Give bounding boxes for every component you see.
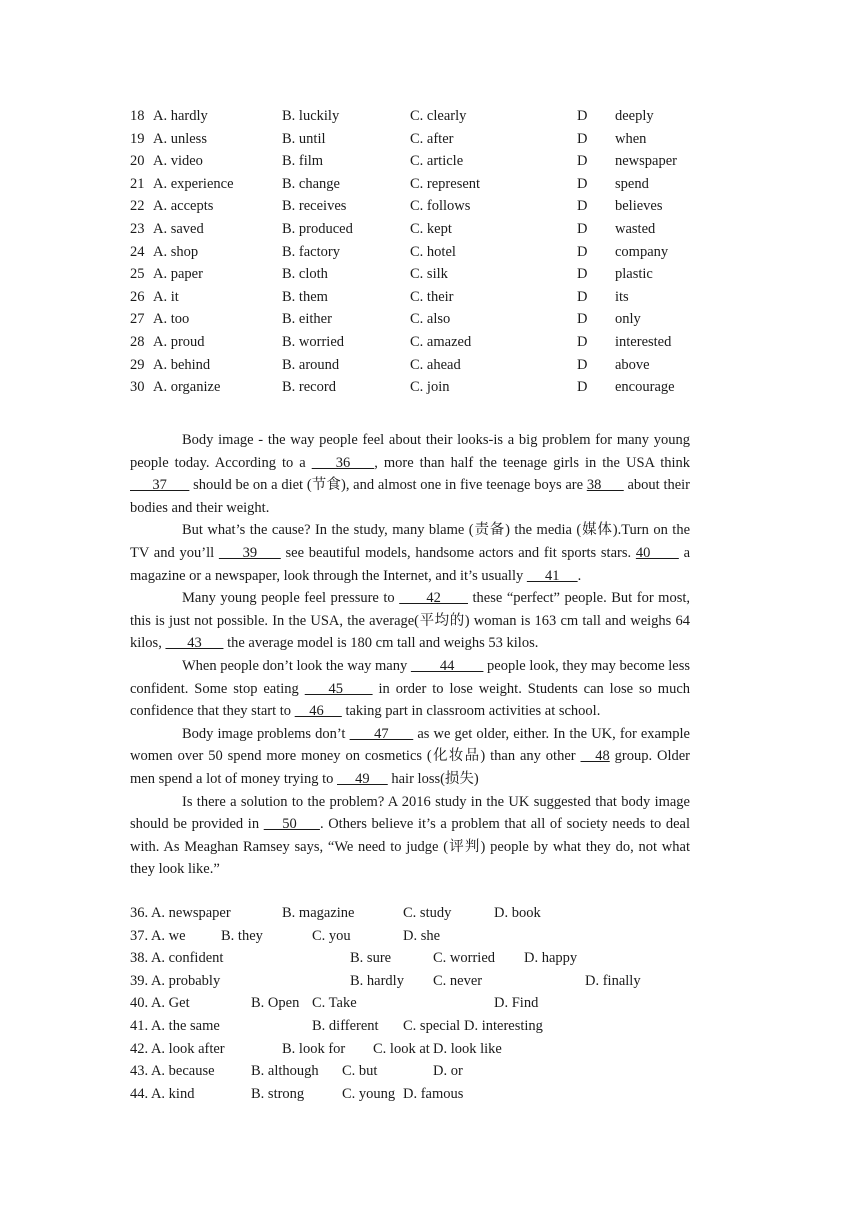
blank-46: 46 xyxy=(294,703,342,720)
choice-b: B. magazine xyxy=(282,905,355,921)
option-b: B. change xyxy=(282,175,340,192)
option-b: B. produced xyxy=(282,220,353,237)
choice-d: D. finally xyxy=(585,972,641,989)
question-number: 30 xyxy=(130,379,145,396)
option-c: C. after xyxy=(410,130,454,147)
choice-d: D. Find xyxy=(494,995,539,1012)
question-row-24 xyxy=(0,242,860,265)
text: hair loss(损失) xyxy=(387,770,479,787)
option-d-letter: D xyxy=(577,198,588,215)
text: these “perfect” people. But for most, this is just not possible. In the USA, the average(平均的) woman is 163 cm tall and weighs 64 kilos, xyxy=(130,590,690,652)
option-d-letter: D xyxy=(577,288,588,305)
choice-c: C. but xyxy=(342,1063,378,1080)
option-d-letter: D xyxy=(577,153,588,170)
option-a: A. it xyxy=(153,288,179,305)
option-d-letter: D xyxy=(577,220,588,237)
option-c: C. hotel xyxy=(410,243,456,260)
text: Body image - the way people feel about their looks-is a big problem for many young people today. According to a xyxy=(130,432,690,471)
text: , more than half the teenage girls in the USA think xyxy=(374,454,691,471)
blank-39: 39 xyxy=(218,544,281,561)
option-b: B. until xyxy=(282,130,326,147)
option-a: A. organize xyxy=(153,379,221,396)
option-c: C. kept xyxy=(410,220,452,237)
choice-c: C. special xyxy=(403,1017,461,1034)
choice-c: C. young xyxy=(342,1085,396,1102)
text: Body image problems don’t xyxy=(182,725,350,742)
question-row-30 xyxy=(0,377,860,400)
option-b: B. around xyxy=(282,356,340,373)
question-number: 21 xyxy=(130,175,145,192)
option-d-text: plastic xyxy=(615,266,653,283)
option-d-letter: D xyxy=(577,379,588,396)
option-c: C. ahead xyxy=(410,356,461,373)
paragraph-1 xyxy=(130,429,690,519)
text: . xyxy=(577,567,582,584)
option-a: A. unless xyxy=(153,130,207,147)
choice-b: B. sure xyxy=(350,950,392,967)
question-row-27 xyxy=(0,309,860,332)
option-c: C. represent xyxy=(410,175,481,192)
paragraph-5 xyxy=(130,723,690,791)
option-a: A. too xyxy=(153,311,190,328)
option-d-letter: D xyxy=(577,108,588,124)
choice-b: B. Open xyxy=(251,995,300,1012)
question-row-29 xyxy=(0,355,860,378)
option-a: A. paper xyxy=(153,266,203,283)
choice-row-44 xyxy=(0,1084,860,1107)
option-b: B. either xyxy=(282,311,332,328)
option-a: A. hardly xyxy=(153,108,208,124)
text: a magazine or a newspaper, look through the Internet, and it’s usually xyxy=(130,544,691,584)
option-c: C. their xyxy=(410,288,454,305)
choice-b: B. different xyxy=(312,1017,379,1034)
option-a: A. saved xyxy=(153,220,204,237)
question-number: 22 xyxy=(130,198,145,215)
blank-41: 41 xyxy=(526,567,578,584)
blank-38: 38 xyxy=(586,477,624,494)
question-row-23 xyxy=(0,219,860,242)
question-row-18 xyxy=(0,106,860,129)
question-number: 28 xyxy=(130,333,145,350)
option-d-text: believes xyxy=(615,198,663,215)
option-d-letter: D xyxy=(577,243,588,260)
text: in order to lose weight. Students can lose so much confidence that they start to xyxy=(130,680,691,720)
text: Many young people feel pressure to xyxy=(182,590,400,607)
option-d-text: only xyxy=(615,311,641,328)
text: But what’s the cause? In the study, many blame (责备) the media (媒体).Turn on the TV and you’ll xyxy=(130,522,690,561)
option-d-letter: D xyxy=(577,311,588,328)
choice-d: D. famous xyxy=(403,1085,464,1102)
choice-row-39 xyxy=(0,971,860,994)
paragraph-4 xyxy=(130,655,690,723)
paragraph-3 xyxy=(130,587,690,655)
choice-a: 39. A. probably xyxy=(130,972,221,989)
choice-a: 36. A. newspaper xyxy=(130,905,231,921)
option-d-letter: D xyxy=(577,175,588,192)
text: about their bodies and their weight. xyxy=(130,477,691,516)
question-number: 19 xyxy=(130,130,145,147)
choice-a: 41. A. the same xyxy=(130,1017,220,1034)
choice-b: B. they xyxy=(221,927,263,944)
question-row-25 xyxy=(0,264,860,287)
choice-b: B. strong xyxy=(251,1085,305,1102)
option-d-text: newspaper xyxy=(615,153,678,170)
option-b: B. film xyxy=(282,153,324,170)
option-d-letter: D xyxy=(577,130,588,147)
text: should be on a diet (节食), and almost one in five teenage boys are xyxy=(189,477,587,494)
blank-50: 50 xyxy=(263,816,320,833)
question-number: 23 xyxy=(130,220,145,237)
blank-37: 37 xyxy=(130,477,190,494)
option-c: C. amazed xyxy=(410,333,472,350)
choice-c: C. study xyxy=(403,905,452,921)
option-d-text: company xyxy=(615,243,669,260)
blank-47: 47 xyxy=(349,725,414,742)
choice-d: D. book xyxy=(494,905,541,921)
option-b: B. cloth xyxy=(282,266,328,283)
choice-row-41 xyxy=(0,1016,860,1039)
option-d-text: wasted xyxy=(615,220,656,237)
choice-d: D. or xyxy=(433,1063,463,1080)
question-row-19 xyxy=(0,129,860,152)
blank-42: 42 xyxy=(399,590,468,607)
blank-40: 40 xyxy=(635,544,679,561)
option-c: C. clearly xyxy=(410,108,467,124)
choice-a: 42. A. look after xyxy=(130,1040,225,1057)
option-b: B. receives xyxy=(282,198,347,215)
question-number: 20 xyxy=(130,153,145,170)
text: Is there a solution to the problem? A 2016 study in the UK suggested that body image should be provided in xyxy=(130,793,690,833)
choice-c: C. look at xyxy=(373,1040,430,1057)
option-a: A. accepts xyxy=(153,198,214,215)
text: taking part in classroom activities at school. xyxy=(341,703,601,720)
option-b: B. factory xyxy=(282,243,340,260)
option-c: C. article xyxy=(410,153,464,170)
option-c: C. join xyxy=(410,379,450,396)
option-d-letter: D xyxy=(577,356,588,373)
blank-45: 45 xyxy=(304,680,373,697)
choice-row-40 xyxy=(0,993,860,1016)
choice-row-43 xyxy=(0,1061,860,1084)
question-number: 27 xyxy=(130,311,145,328)
option-d-text: spend xyxy=(615,175,649,192)
blank-48: 48 xyxy=(580,748,610,765)
option-d-letter: D xyxy=(577,333,588,350)
choice-c: C. Take xyxy=(312,995,357,1012)
question-number: 29 xyxy=(130,356,145,373)
text: . Others believe it’s a problem that all of society needs to deal with. As Meaghan Ramsey says, “We need to judge (评判) people by what they do, not what they look like.” xyxy=(130,816,691,878)
choice-a: 38. A. confident xyxy=(130,950,224,967)
choice-c: C. worried xyxy=(433,950,496,967)
option-a: A. proud xyxy=(153,333,205,350)
choice-row-37 xyxy=(0,926,860,949)
reading-passage xyxy=(130,429,690,881)
question-row-21 xyxy=(0,174,860,197)
question-row-22 xyxy=(0,196,860,219)
option-b: B. record xyxy=(282,379,336,396)
choice-a: 37. A. we xyxy=(130,927,186,944)
question-number: 25 xyxy=(130,266,145,283)
option-d-text: above xyxy=(615,356,650,373)
choice-d: D. happy xyxy=(524,950,578,967)
choice-b: B. hardly xyxy=(350,972,404,989)
option-c: C. follows xyxy=(410,198,471,215)
choice-a: 43. A. because xyxy=(130,1063,215,1080)
choice-c: C. never xyxy=(433,972,483,989)
text: the average model is 180 cm tall and weighs 53 kilos. xyxy=(223,635,539,652)
option-a: A. video xyxy=(153,153,203,170)
choice-b: B. although xyxy=(251,1063,319,1080)
text: When people don’t look the way many xyxy=(182,657,411,674)
choice-a: 40. A. Get xyxy=(130,995,190,1012)
option-a: A. shop xyxy=(153,243,199,260)
choice-b: B. look for xyxy=(282,1040,346,1057)
option-d-letter: D xyxy=(577,266,588,283)
question-row-20 xyxy=(0,151,860,174)
blank-43: 43 xyxy=(165,635,224,652)
text: see beautiful models, handsome actors and fit sports stars. xyxy=(280,544,636,561)
option-b: B. them xyxy=(282,288,328,305)
text: people look, they may become less confident. Some stop eating xyxy=(130,657,691,697)
text: as we get older, either. In the UK, for example women over 50 spend more money on cosmetics (化妆品) than any other xyxy=(130,725,690,765)
options-grid-18-30 xyxy=(0,106,860,400)
paragraph-6 xyxy=(130,791,690,881)
option-d-text: its xyxy=(615,288,629,305)
choice-row-38 xyxy=(0,948,860,971)
choice-d: D. interesting xyxy=(464,1017,543,1034)
option-d-text: deeply xyxy=(615,108,654,124)
option-d-text: interested xyxy=(615,333,672,350)
blank-49: 49 xyxy=(337,770,388,787)
option-c: C. silk xyxy=(410,266,448,283)
text: group. Older men spend a lot of money trying to xyxy=(130,748,691,787)
question-number: 24 xyxy=(130,243,145,260)
question-number: 18 xyxy=(130,108,145,124)
choice-a: 44. A. kind xyxy=(130,1085,195,1102)
option-d-text: when xyxy=(615,130,647,147)
blank-36: 36 xyxy=(311,454,375,471)
question-row-28 xyxy=(0,332,860,355)
blank-44: 44 xyxy=(410,657,484,674)
option-a: A. behind xyxy=(153,356,211,373)
question-row-26 xyxy=(0,287,860,310)
choice-d: D. look like xyxy=(433,1040,502,1057)
question-number: 26 xyxy=(130,288,145,305)
choice-row-36 xyxy=(0,903,860,926)
option-b: B. luckily xyxy=(282,108,340,124)
choice-c: C. you xyxy=(312,927,351,944)
option-c: C. also xyxy=(410,311,451,328)
option-a: A. experience xyxy=(153,175,234,192)
answer-choices-36-44 xyxy=(0,903,860,1106)
option-b: B. worried xyxy=(282,333,345,350)
paragraph-2 xyxy=(130,519,690,587)
choice-row-42 xyxy=(0,1039,860,1062)
choice-d: D. she xyxy=(403,927,441,944)
option-d-text: encourage xyxy=(615,379,675,396)
